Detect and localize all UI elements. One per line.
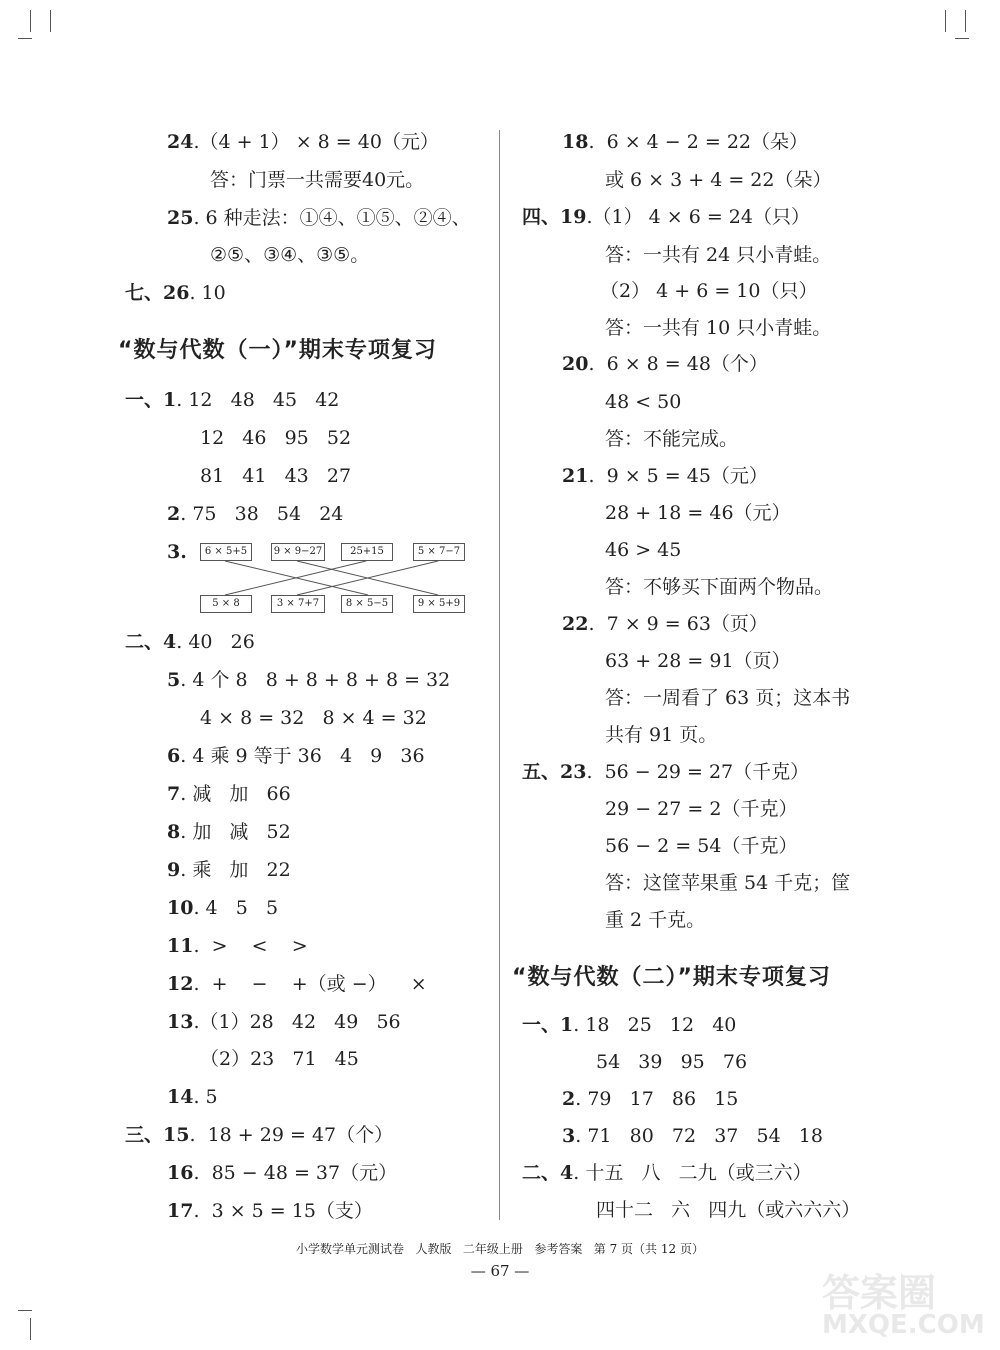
q16-line [167, 1161, 397, 1185]
q10-number: 10 [167, 897, 194, 919]
section-three-label: 三、 [125, 1124, 164, 1146]
q18-text: . 6 × 4 − 2 = 22（朵） [588, 131, 809, 153]
q6-text: . 4 乘 9 等于 36 4 9 36 [180, 745, 425, 767]
r4-line [522, 1161, 812, 1185]
section-two-label: 二、 [125, 631, 164, 653]
q25-text: . 6 种走法：①④、①⑤、②④、 [193, 207, 471, 229]
q14-line [167, 1085, 218, 1109]
q8-number: 8 [167, 821, 181, 843]
q10-text: . 4 5 5 [193, 897, 279, 919]
q20-answer: 答：不能完成。 [605, 428, 739, 450]
q22-text: . 7 × 9 = 63（页） [588, 613, 768, 635]
q23-number: 23 [560, 761, 587, 783]
q18-number: 18 [562, 131, 589, 153]
q12-line [167, 972, 427, 996]
q1-row1: . 12 48 45 42 [176, 389, 340, 411]
q12-number: 12 [167, 973, 194, 995]
q25-line2: ②⑤、③④、③⑤。 [210, 244, 370, 266]
q21-answer: 答：不够买下面两个物品。 [605, 576, 834, 598]
section-one-label: 一、 [125, 389, 164, 411]
q19-answer1: 答：一共有 24 只小青蛙。 [605, 244, 832, 266]
q12-text: . + − +（或 −） × [193, 973, 427, 995]
r1-line [522, 1013, 736, 1037]
q22-answer: 答：一周看了 63 页；这本书 [605, 687, 851, 709]
q3-line: 3. [167, 541, 187, 563]
q7-number: 7 [167, 783, 181, 805]
section-seven-label: 七、 [125, 282, 164, 304]
q11-text: . > < > [193, 935, 308, 957]
q21-text: . 9 × 5 = 45（元） [588, 465, 768, 487]
q7-text: . 减 加 66 [180, 783, 291, 805]
q13-text: .（1）28 42 49 56 [193, 1011, 401, 1033]
q26-number: 26 [163, 282, 190, 304]
q6-number: 6 [167, 745, 181, 767]
r4-text: . 十五 八 二九（或三六） [573, 1162, 812, 1184]
r4-line2: 四十二 六 四九（或六六六） [596, 1199, 861, 1221]
q5-number: 5 [167, 669, 181, 691]
q3-bottom-box-1: 5 × 8 [200, 595, 252, 613]
section-five-label: 五、 [522, 761, 561, 783]
q11-number: 11 [167, 935, 194, 957]
q21-line3: 46 > 45 [605, 539, 682, 561]
q14-number: 14 [167, 1086, 194, 1108]
r2-text: . 79 17 86 15 [575, 1088, 739, 1110]
q16-text: . 85 − 48 = 37（元） [193, 1162, 398, 1184]
q18-line2: 或 6 × 3 + 4 = 22（朵） [605, 169, 832, 191]
q16-number: 16 [167, 1162, 194, 1184]
q20-line [562, 352, 768, 376]
q5-line2: 4 × 8 = 32 8 × 4 = 32 [200, 707, 427, 729]
q23-line2: 29 − 27 = 2（千克） [605, 798, 798, 820]
q24-text: .（4 + 1） × 8 = 40（元） [193, 131, 439, 153]
q21-number: 21 [562, 465, 589, 487]
q22-number: 22 [562, 613, 589, 635]
q6-line [167, 744, 425, 768]
q3-bottom-box-2: 3 × 7+7 [271, 595, 325, 613]
q13-number: 13 [167, 1011, 194, 1033]
q5-text: . 4 个 8 8 + 8 + 8 + 8 = 32 [180, 669, 451, 691]
q10-line [167, 896, 278, 920]
q7-line [167, 782, 291, 806]
r2-line [562, 1087, 738, 1111]
r1-number: 1 [560, 1014, 574, 1036]
q24-number: 24 [167, 131, 194, 153]
q19-text: .（1） 4 × 6 = 24（只） [586, 206, 810, 228]
q19-answer2: 答：一共有 10 只小青蛙。 [605, 317, 832, 339]
q24-answer: 答：门票一共需要40元。 [210, 169, 425, 191]
q21-line [562, 464, 768, 488]
q3-number: 3 [167, 541, 181, 563]
q3-top-box-3: 25+15 [341, 543, 393, 561]
watermark-url: MXQE.COM [822, 1310, 985, 1340]
q4-number: 4 [163, 631, 177, 653]
q8-line [167, 820, 291, 844]
q20-text: . 6 × 8 = 48（个） [588, 353, 768, 375]
q17-number: 17 [167, 1200, 194, 1222]
q9-text: . 乘 加 22 [180, 859, 291, 881]
q19-line2: （2） 4 + 6 = 10（只） [600, 280, 818, 302]
q4-text: . 40 26 [176, 631, 255, 653]
q20-line2: 48 < 50 [605, 391, 682, 413]
q25-number: 25 [167, 207, 194, 229]
q19-number: 19 [560, 206, 587, 228]
section-four-label: 四、 [522, 206, 561, 228]
q18-line [562, 130, 808, 154]
q17-line [167, 1199, 373, 1223]
q9-line [167, 858, 291, 882]
q3-top-box-4: 5 × 7−7 [413, 543, 465, 561]
q13-line [167, 1010, 401, 1034]
q23-text: . 56 − 29 = 27（千克） [586, 761, 810, 783]
q4-line [125, 630, 255, 654]
q23-answer2: 重 2 千克。 [605, 909, 706, 931]
section-title-2: “数与代数（二）”期末专项复习 [512, 965, 831, 990]
q13-line2: （2）23 71 45 [200, 1048, 359, 1070]
q11-line [167, 934, 308, 958]
q23-answer: 答：这筐苹果重 54 千克；筐 [605, 872, 851, 894]
q22-line2: 63 + 28 = 91（页） [605, 650, 791, 672]
r3-number: 3 [562, 1125, 576, 1147]
q9-number: 9 [167, 859, 181, 881]
q15-text: . 18 + 29 = 47（个） [189, 1124, 394, 1146]
q5-line [167, 668, 450, 692]
q19-line [522, 205, 810, 229]
q2-number: 2 [167, 503, 181, 525]
r2-number: 2 [562, 1088, 576, 1110]
q21-line2: 28 + 18 = 46（元） [605, 502, 791, 524]
q14-text: . 5 [193, 1086, 218, 1108]
q17-text: . 3 × 5 = 15（支） [193, 1200, 373, 1222]
page-number: — 67 — [470, 1262, 530, 1280]
r1-row1: . 18 25 12 40 [573, 1014, 737, 1036]
r4-number: 4 [560, 1162, 574, 1184]
q15-number: 15 [163, 1124, 190, 1146]
page-footer: 小学数学单元测试卷 人教版 二年级上册 参考答案 第 7 页（共 12 页） [296, 1242, 704, 1256]
section-one-label-2: 一、 [522, 1014, 561, 1036]
q23-line [522, 760, 809, 784]
q23-line3: 56 − 2 = 54（千克） [605, 835, 798, 857]
q22-answer2: 共有 91 页。 [605, 724, 718, 746]
r3-line [562, 1124, 823, 1148]
r3-text: . 71 80 72 37 54 18 [575, 1125, 823, 1147]
q2-text: . 75 38 54 24 [180, 503, 344, 525]
section-two-label-2: 二、 [522, 1162, 561, 1184]
q1-row2: 12 46 95 52 [200, 427, 352, 449]
section-title-1: “数与代数（一）”期末专项复习 [118, 338, 437, 363]
q20-number: 20 [562, 353, 589, 375]
q1-number: 1 [163, 389, 177, 411]
r1-row2: 54 39 95 76 [596, 1051, 748, 1073]
q26-text: . 10 [189, 282, 226, 304]
watermark-logo: 答案圈 [822, 1271, 937, 1315]
q1-row3: 81 41 43 27 [200, 465, 352, 487]
q3-top-box-2: 9 × 9−27 [271, 543, 325, 561]
q3-bottom-box-4: 9 × 5+9 [413, 595, 465, 613]
q22-line [562, 612, 768, 636]
q15-line [125, 1123, 393, 1147]
q3-top-box-1: 6 × 5+5 [200, 543, 252, 561]
q3-bottom-box-3: 8 × 5−5 [341, 595, 393, 613]
q8-text: . 加 减 52 [180, 821, 291, 843]
